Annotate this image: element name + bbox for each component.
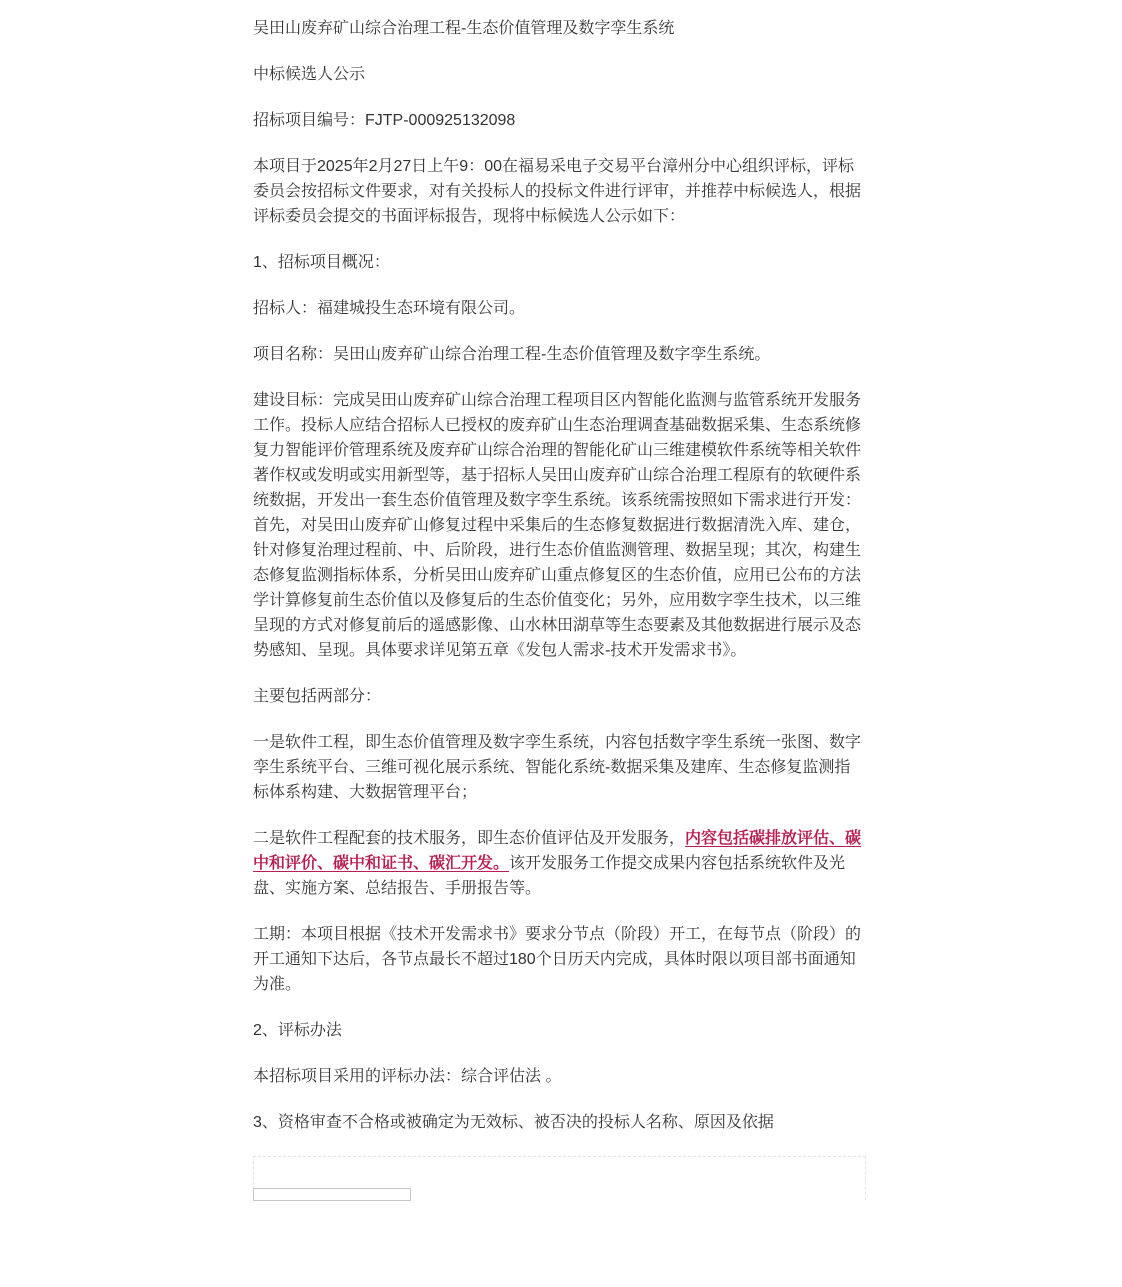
duration-paragraph: 工期：本项目根据《技术开发需求书》要求分节点（阶段）开工，在每节点（阶段）的开工通知下达后，各节点最长不超过180个日历天内完成，具体时限以项目部书面通知为准。 (253, 926, 862, 993)
part2-paragraph (253, 826, 866, 901)
broken-image-placeholder (253, 1156, 866, 1200)
document-title: 吴田山废弃矿山综合治理工程-生态价值管理及数字孪生系统 (253, 20, 675, 37)
intro-paragraph: 本项目于2025年2月27日上午9：00在福易采电子交易平台漳州分中心组织评标，评标委员会按招标文件要求，对有关投标人的投标文件进行评审，并推荐中标候选人，根据评标委员会提交的书面评标报告，现将中标候选人公示如下： (253, 158, 862, 225)
image-alt-box (253, 1188, 411, 1201)
part2-suffix-text: 该开发服务工作提交成果内容包括系统软件及光盘、实施方案、总结报告、手册报告等。 (253, 855, 846, 897)
construction-goal-paragraph: 建设目标：完成吴田山废弃矿山综合治理工程项目区内智能化监测与监管系统开发服务工作。投标人应结合招标人已授权的废弃矿山生态治理调查基础数据采集、生态系统修复力智能评价管理系统及废弃矿山综合治理的智能化矿山三维建模软件系统等相关软件著作权或发明或实用新型等，基于招标人吴田山废弃矿山综合治理工程原有的软硬件系统数据，开发出一套生态价值管理及数字孪生系统。该系统需按照如下需求进行开发：首先，对吴田山废弃矿山修复过程中采集后的生态修复数据进行数据清洗入库、建仓，针对修复治理过程前、中、后阶段，进行生态价值监测管理、数据呈现；其次，构建生态修复监测指标体系，分析吴田山废弃矿山重点修复区的生态价值，应用已公布的方法学计算修复前生态价值以及修复后的生态价值变化；另外，应用数字孪生技术，以三维呈现的方式对修复前后的遥感影像、山水林田湖草等生态要素及其他数据进行展示及态势感知、呈现。具体要求详见第五章《发包人需求-技术开发需求书》。 (253, 392, 862, 659)
part2-prefix-text: 二是软件工程配套的技术服务，即生态价值评估及开发服务， (253, 830, 686, 847)
section-3-heading: 3、资格审查不合格或被确定为无效标、被否决的投标人名称、原因及依据 (253, 1114, 774, 1131)
two-parts-lead: 主要包括两部分： (253, 688, 382, 705)
notice-type: 中标候选人公示 (253, 66, 366, 83)
announcement-content (253, 16, 866, 1200)
project-number: 招标项目编号：FJTP-000925132098 (253, 112, 516, 129)
part2-highlight-text: 内容包括碳排放评估、碳中和评价、碳中和证书、碳汇开发。 (253, 830, 862, 872)
section-2-heading: 2、评标办法 (253, 1022, 342, 1039)
evaluation-method-line: 本招标项目采用的评标办法：综合评估法 。 (253, 1068, 562, 1085)
tenderee-line: 招标人：福建城投生态环境有限公司。 (253, 300, 526, 317)
part1-paragraph: 一是软件工程，即生态价值管理及数字孪生系统，内容包括数字孪生系统一张图、数字孪生系统平台、三维可视化展示系统、智能化系统-数据采集及建库、生态修复监测指标体系构建、大数据管理平台； (253, 734, 862, 801)
section-1-heading: 1、招标项目概况： (253, 254, 390, 271)
project-name-line: 项目名称：吴田山废弃矿山综合治理工程-生态价值管理及数字孪生系统。 (253, 346, 771, 363)
